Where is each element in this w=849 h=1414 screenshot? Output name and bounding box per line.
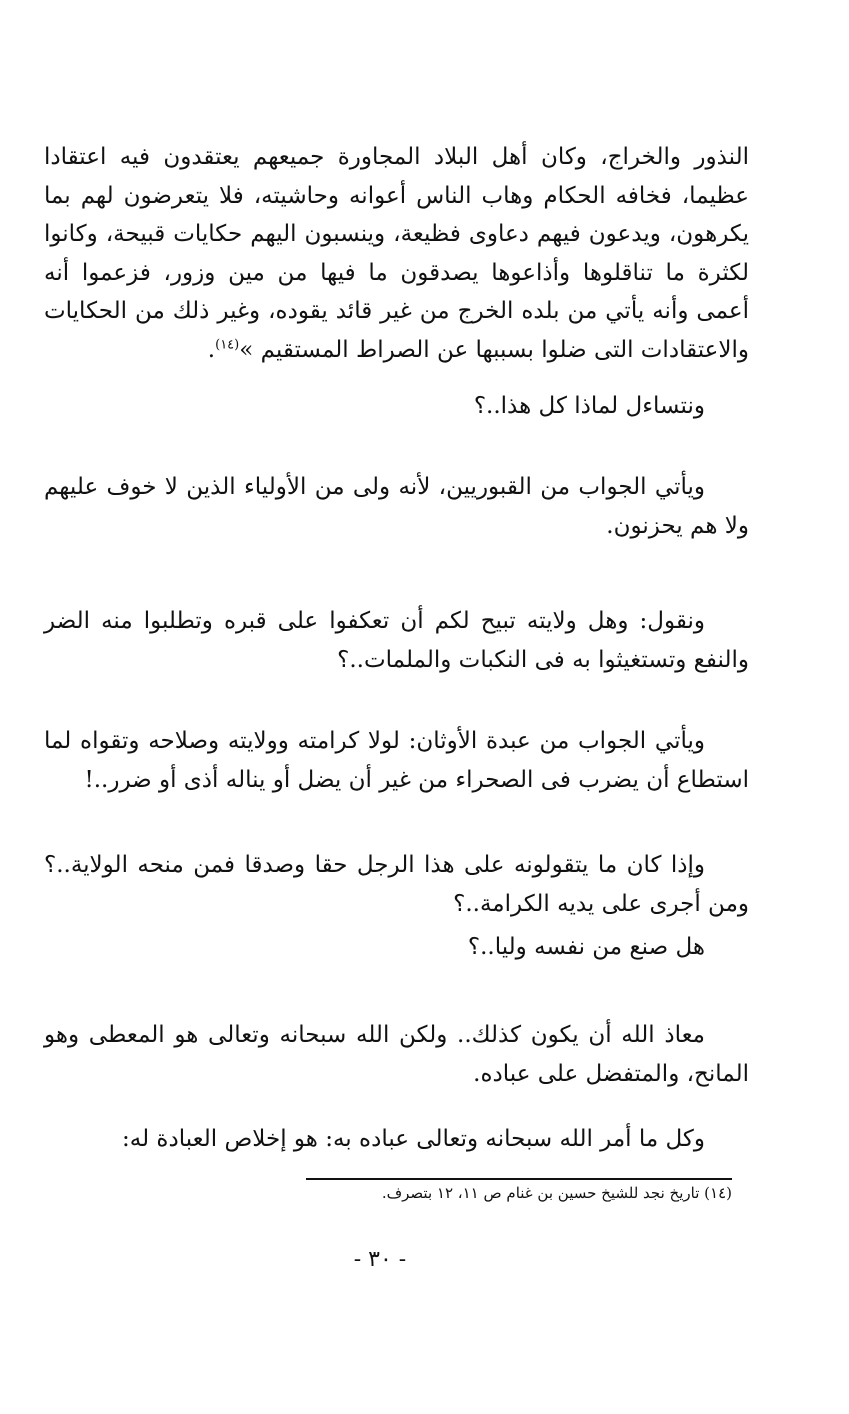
paragraph-9: وكل ما أمر الله سبحانه وتعالى عباده به: هو إخلاص العبادة له: [122, 1126, 705, 1152]
footnote-divider [306, 1178, 732, 1180]
paragraph-8: معاذ الله أن يكون كذلك.. ولكن الله سبحانه وتعالى هو المعطى وهو المانح، والمتفضل على عباده. [44, 1022, 749, 1087]
footnote-reference: (١٤) [215, 336, 240, 352]
paragraph-1-text: النذور والخراج، وكان أهل البلاد المجاورة جميعهم يعتقدون فيه اعتقادا عظيما، فخافه الحكام وهاب الناس أعوانه وحاشيته، فلا يتعرضون لهم بما يكرهون، ويدعون فيهم دعاوى فظيعة، وينسبون اليهم حكايات قبيحة، وكانوا لكثرة ما تناقلوها وأذاعوها يصدقون ما فيها من مين وزور، فزعموا أنه أعمى وأنه يأتي من بلده الخرج من غير قائد يقوده، وغير ذلك من الحكايات والاعتقادات التى ضلوا بسببها عن الصراط المستقيم » [44, 144, 749, 363]
paragraph-6: وإذا كان ما يتقولونه على هذا الرجل حقا وصدقا فمن منحه الولاية..؟ ومن أجرى على يديه الكرامة..؟ [44, 852, 749, 917]
paragraph-5: ويأتي الجواب من عبدة الأوثان: لولا كرامته وولايته وصلاحه وتقواه لما استطاع أن يضرب فى الصحراء من غير أن يضل أو يناله أذى أو ضرر..! [44, 728, 749, 793]
paragraph-1: النذور والخراج، وكان أهل البلاد المجاورة جميعهم يعتقدون فيه اعتقادا عظيما، فخافه الحكام وهاب الناس أعوانه وحاشيته، فلا يتعرضون لهم بما يكرهون، ويدعون فيهم دعاوى فظيعة، وينسبون اليهم حكايات قبيحة، وكانوا لكثرة ما تناقلوها وأذاعوها يصدقون ما فيها من مين وزور، فزعموا أنه أعمى وأنه يأتي من بلده الخرج من غير قائد يقوده، وغير ذلك من الحكايات والاعتقادات التى ضلوا بسببها عن الصراط المستقيم »$^{(١٤)}$. [44, 144, 749, 363]
page-number: - ٣٠ - [353, 1247, 407, 1272]
footnote: (١٤) تاريخ نجد للشيخ حسين بن غنام ص ١١، ١٢ بتصرف. [381, 1184, 732, 1202]
paragraph-2: ونتساءل لماذا كل هذا..؟ [473, 393, 705, 419]
paragraph-3: ويأتي الجواب من القبوريين، لأنه ولى من الأولياء الذين لا خوف عليهم ولا هم يحزنون. [44, 474, 749, 539]
paragraph-7: هل صنع من نفسه وليا..؟ [467, 934, 705, 960]
paragraph-4: ونقول: وهل ولايته تبيح لكم أن تعكفوا على قبره وتطلبوا منه الضر والنفع وتستغيثوا به فى النكبات والملمات..؟ [44, 608, 749, 673]
